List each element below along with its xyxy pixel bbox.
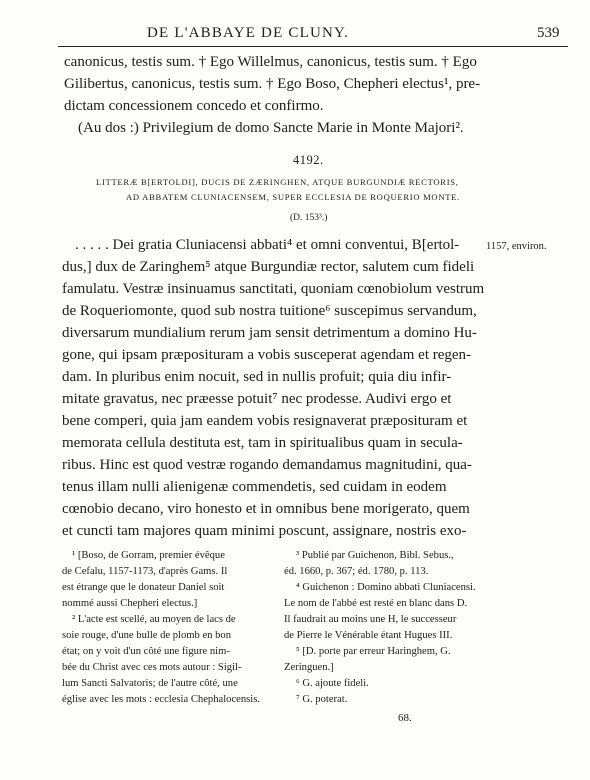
source-reference: (D. 153³.) [290, 213, 328, 223]
text-line: Gilibertus, canonicus, testis sum. † Ego Boso, Chepheri electus¹, pre- [64, 76, 481, 92]
footnote-line: soie rouge, d'une bulle de plomb en bon [62, 630, 232, 641]
footnote-line: bée du Christ avec ces mots autour : Sigil- [62, 662, 242, 673]
footnote-line: ¹ [Boso, de Gorram, premier évêque [72, 550, 225, 561]
charter-title-line: LITTERÆ B[ERTOLDI], DUCIS DE ZÆRINGHEN, ATQUE BURGUNDIÆ RECTORIS, [96, 177, 459, 187]
page-number: 539 [537, 25, 560, 41]
footnote-line: ⁶ G. ajoute fideli. [296, 678, 369, 689]
footnote-line: de Cefalu, 1157-1173, d'après Gams. Il [62, 566, 228, 577]
footnote-line: nommé aussi Chepheri electus.] [62, 598, 198, 609]
charter-title-line: AD ABBATEM CLUNIACENSEM, SUPER ECCLESIA DE ROQUERIO MONTE. [126, 192, 460, 202]
footnote-line: de Pierre le Vénérable étant Hugues III. [284, 630, 453, 641]
charter-number: 4192. [293, 153, 324, 167]
footnote-line: ⁴ Guichenon : Domino abbati Cluniacensi. [296, 582, 476, 593]
running-head-title: DE L'ABBAYE DE CLUNY. [147, 25, 350, 41]
footnote-line: ² L'acte est scellé, au moyen de lacs de [72, 614, 236, 625]
body-line: dam. In pluribus enim nocuit, sed in nullis profuit; quia diu infir- [62, 369, 452, 385]
footnote-line: ⁷ G. poterat. [296, 694, 348, 705]
footnote-line: éd. 1660, p. 367; éd. 1780, p. 113. [284, 566, 429, 577]
text-line: dictam concessionem concedo et confirmo. [64, 98, 324, 114]
body-line: dus,] dux de Zaringhem⁵ atque Burgundiæ rector, salutem cum fideli [62, 259, 475, 275]
body-line: tenus illam nulli alienigenæ commendetis, sed cuidam in eodem [62, 479, 447, 495]
folio-signature: 68. [398, 712, 412, 724]
body-line: ribus. Hinc est quod vestræ rogando demandamus magnitudini, qua- [62, 457, 472, 473]
margin-date: 1157, environ. [486, 241, 547, 252]
footnote-line: ⁵ [D. porte par erreur Haringhem, G. [296, 646, 451, 657]
footnote-line: état; on y voit d'un côté une figure nim- [62, 646, 230, 657]
footnote-line: est étrange que le donateur Daniel soit [62, 582, 225, 593]
footnote-line: Zeringuen.] [284, 662, 334, 673]
endorsement-line: (Au dos :) Privilegium de domo Sancte Marie in Monte Majori². [78, 120, 464, 136]
body-line: bene comperi, quia jam eandem vobis resignaverat præposituram et [62, 413, 468, 429]
body-line: de Roqueriomonte, quod sub nostra tuitione⁶ suscepimus servandum, [62, 303, 477, 319]
header-rule [58, 46, 568, 47]
body-line: cœnobio decano, viro honesto et in omnibus bene morigerato, quem [62, 501, 470, 517]
footnote-line: église avec les mots : ecclesia Chephalocensis. [62, 694, 260, 705]
footnote-line: ³ Publié par Guichenon, Bibl. Sebus., [296, 550, 454, 561]
body-line: famulatu. Vestræ insinuamus sanctitati, quoniam cœnobiolum vestrum [62, 281, 485, 297]
footnote-line: Il faudrait au moins une H, le successeur [284, 614, 457, 625]
footnote-line: lum Sancti Salvatoris; de l'autre côté, une [62, 678, 238, 689]
body-line: diversarum mundialium rerum jam sensit detrimentum a domino Hu- [62, 325, 477, 341]
body-line: et cuncti tam majores quam minimi poscunt, assignare, nostris exo- [62, 523, 467, 539]
body-line: memorata cellula destituta est, tam in spiritualibus quam in secula- [62, 435, 463, 451]
footnote-line: Le nom de l'abbé est resté en blanc dans D. [284, 598, 468, 609]
body-line: gone, qui ipsam præposituram a vobis susceperat agendam et regen- [62, 347, 472, 363]
body-line: mitate gravatus, nec præesse potuit⁷ nec prodesse. Audivi ergo et [62, 391, 452, 407]
text-line: canonicus, testis sum. † Ego Willelmus, canonicus, testis sum. † Ego [64, 54, 477, 70]
body-line: . . . . . Dei gratia Cluniacensi abbati⁴ et omni conventui, B[ertol- [75, 237, 460, 253]
